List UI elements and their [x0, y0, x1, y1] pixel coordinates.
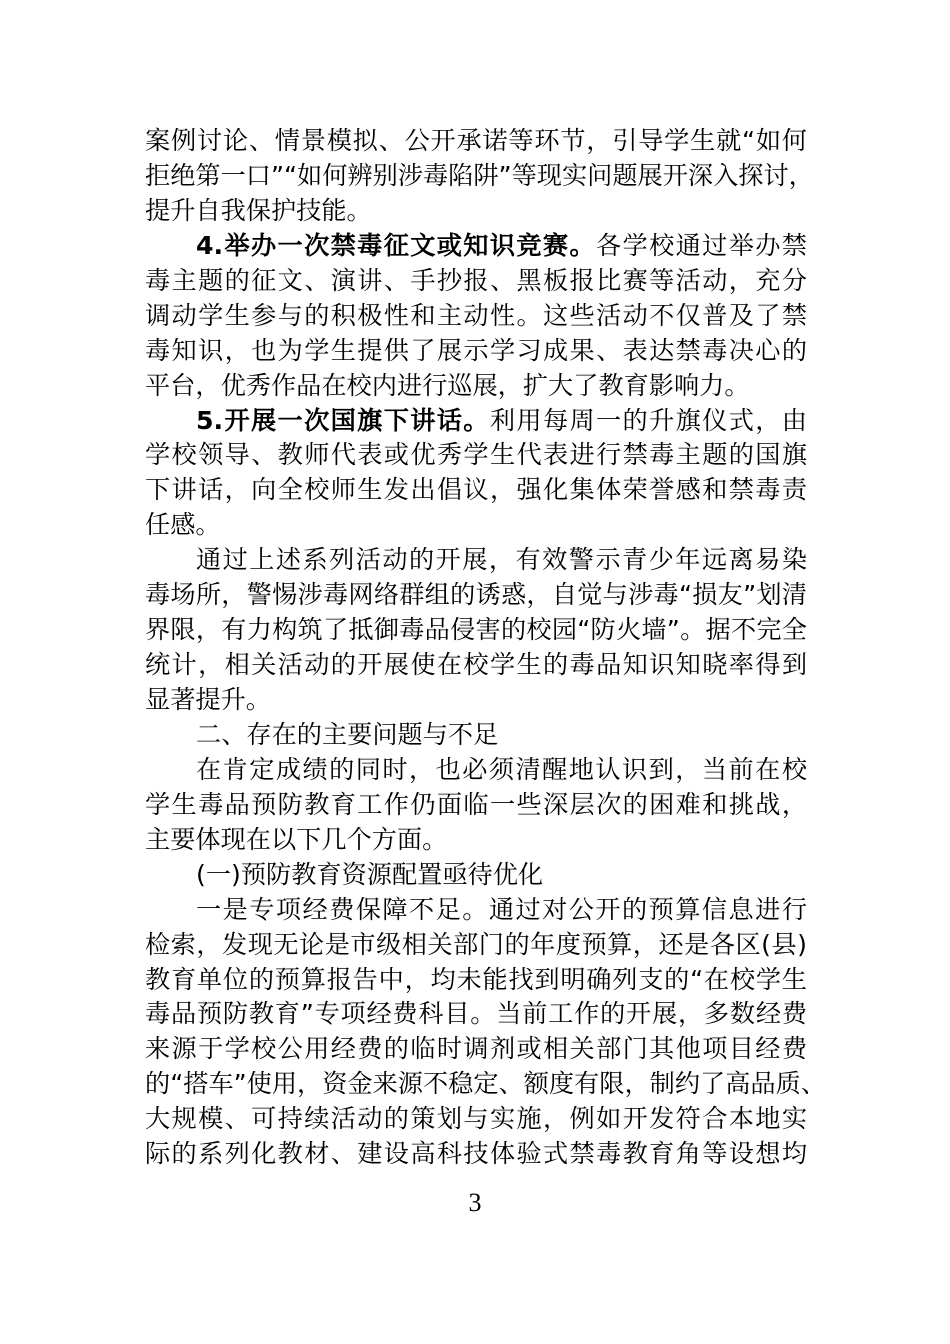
text-line: [145, 299, 807, 334]
text-line: [145, 683, 807, 718]
text-line: [145, 648, 807, 683]
page-number: 3: [468, 1188, 482, 1217]
bold-heading: 5.开展一次国旗下讲话。: [196, 405, 490, 435]
line-text: 统计，相关活动的开展使在校学生的毒品知识知晓率得到: [145, 650, 807, 680]
text-line: [145, 753, 807, 788]
text-line: [145, 369, 807, 404]
line-text: 在肯定成绩的同时，也必须清醒地认识到，当前在校: [196, 754, 807, 784]
line-text: 毒主题的征文、演讲、手抄报、黑板报比赛等活动，充分: [145, 265, 807, 295]
text-line: [145, 823, 807, 858]
line-text: 拒绝第一口”“如何辨别涉毒陷阱”等现实问题展开深入探讨，: [145, 160, 814, 190]
text-line: [145, 1067, 826, 1102]
text-line: [145, 578, 807, 613]
line-text: 案例讨论、情景模拟、公开承诺等环节，引导学生就“如何: [145, 126, 807, 155]
line-text: 的“搭车”使用，资金来源不稳定、额度有限，制约了高品质、: [145, 1069, 826, 1099]
line-text: 来源于学校公用经费的临时调剂或相关部门其他项目经费: [145, 1034, 807, 1064]
line-text: 二、存在的主要问题与不足: [196, 719, 499, 749]
line-text: 毒场所，警惕涉毒网络群组的诱惑，自觉与涉毒“损友”划清: [145, 580, 807, 610]
line-text: 际的系列化教材、建设高科技体验式禁毒教育角等设想均: [145, 1139, 807, 1169]
line-text: (一)预防教育资源配置亟待优化: [196, 859, 544, 889]
line-text: 下讲话，向全校师生发出倡议，强化集体荣誉感和禁毒责: [145, 475, 807, 505]
text-line: [145, 159, 814, 194]
line-text: 任感。: [145, 510, 221, 540]
line-text: 显著提升。: [145, 685, 271, 714]
line-text: 学校领导、教师代表或优秀学生代表进行禁毒主题的国旗: [145, 440, 807, 470]
text-line: [145, 1102, 807, 1137]
text-line: [145, 963, 807, 998]
bold-heading: 4.举办一次禁毒征文或知识竞赛。: [196, 230, 597, 260]
document-body: [145, 124, 826, 1172]
text-line: [145, 404, 807, 439]
line-text: 大规模、可持续活动的策划与实施，例如开发符合本地实: [145, 1104, 807, 1134]
text-line: [145, 1032, 807, 1067]
line-text: 平台，优秀作品在校内进行巡展，扩大了教育影响力。: [145, 370, 750, 400]
line-text: 检索，发现无论是市级相关部门的年度预算，还是各区(县): [145, 929, 807, 959]
line-text: 一是专项经费保障不足。通过对公开的预算信息进行: [196, 894, 807, 924]
line-text: 提升自我保护技能。: [145, 195, 372, 225]
text-line: [145, 718, 807, 753]
text-line: [145, 893, 807, 928]
text-line: [145, 438, 807, 473]
line-text: 教育单位的预算报告中，均未能找到明确列支的“在校学生: [145, 964, 807, 994]
text-line: [145, 194, 807, 229]
line-text: 毒知识，也为学生提供了展示学习成果、表达禁毒决心的: [145, 335, 807, 365]
text-line: [145, 613, 807, 648]
text-line: [145, 928, 807, 963]
line-text: 界限，有力构筑了抵御毒品侵害的校园“防火墙”。据不完全: [145, 615, 807, 645]
text-line: [145, 229, 807, 264]
text-line: [145, 543, 807, 578]
text-line: [145, 124, 807, 159]
line-text: 毒品预防教育”专项经费科目。当前工作的开展，多数经费: [145, 999, 807, 1029]
text-line: [145, 788, 807, 823]
line-text: 各学校通过举办禁: [596, 230, 807, 260]
text-line: [145, 334, 807, 369]
text-line: [145, 858, 807, 893]
line-text: 主要体现在以下几个方面。: [145, 824, 448, 854]
text-line: [145, 1137, 807, 1172]
line-text: 通过上述系列活动的开展，有效警示青少年远离易染: [196, 545, 807, 575]
text-line: [145, 508, 807, 543]
text-line: [145, 997, 807, 1032]
text-line: [145, 264, 807, 299]
line-text: 调动学生参与的积极性和主动性。这些活动不仅普及了禁: [145, 300, 807, 330]
line-text: 利用每周一的升旗仪式，由: [489, 405, 807, 435]
line-text: 学生毒品预防教育工作仍面临一些深层次的困难和挑战，: [145, 789, 807, 819]
text-line: [145, 473, 807, 508]
